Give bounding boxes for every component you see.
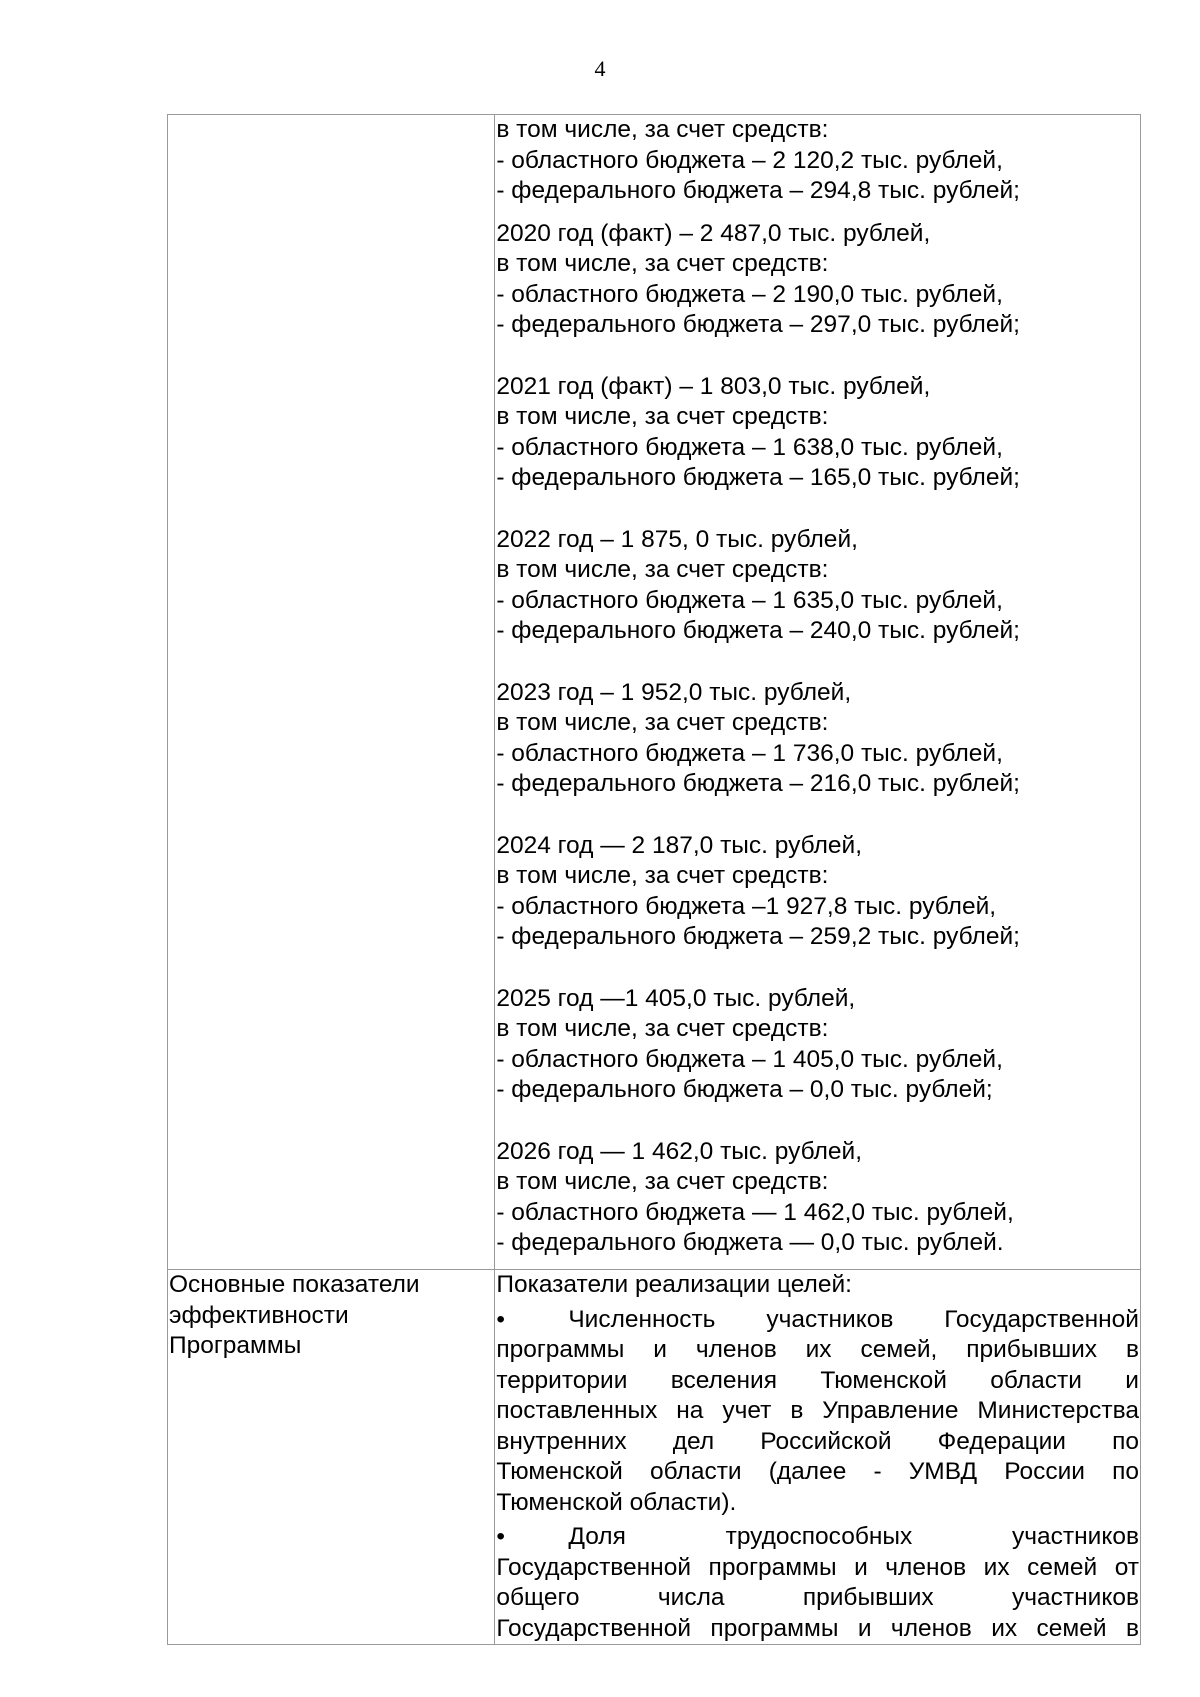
funding-year-2024-total: 2024 год — 2 187,0 тыс. рублей,: [496, 831, 862, 859]
indicator-2-line-3: общего числа прибывших участников: [496, 1584, 1139, 1611]
indicator-1-line-7: Тюменской области).: [496, 1488, 737, 1516]
funding-year-2026-regional: - областного бюджета — 1 462,0 тыс. рублей,: [496, 1198, 1014, 1226]
indicator-2-line-2: Государственной программы и членов их семей от: [496, 1553, 1139, 1581]
funding-row-label-cell: [168, 115, 495, 1270]
funding-year-2022-regional: - областного бюджета – 1 635,0 тыс. рублей,: [496, 586, 1003, 614]
indicator-1-line-5: внутренних дел Российской Федерации по: [496, 1427, 1139, 1455]
indicator-1-line-4: поставленных на учет в Управление Министерства: [496, 1397, 1139, 1424]
funding-incl-line: в том числе, за счет средств:: [496, 116, 829, 143]
indicators-label-line-2: эффективности: [169, 1301, 349, 1329]
indicators-label-line-1: Основные показатели: [169, 1271, 420, 1298]
funding-year-2023-regional: - областного бюджета – 1 736,0 тыс. рублей,: [496, 739, 1003, 767]
funding-year-2024-federal: - федерального бюджета – 259,2 тыс. рублей;: [496, 923, 1020, 950]
indicator-2-line-4: Государственной программы и членов их семей в: [496, 1614, 1139, 1642]
funding-year-2025-incl: в том числе, за счет средств:: [496, 1015, 829, 1042]
funding-year-2022-federal: - федерального бюджета – 240,0 тыс. рублей;: [496, 617, 1020, 644]
funding-details-cell: [495, 115, 1141, 1270]
funding-year-2022-total: 2022 год – 1 875, 0 тыс. рублей,: [496, 525, 858, 553]
funding-year-2023-total: 2023 год – 1 952,0 тыс. рублей,: [496, 678, 852, 706]
indicators-row: [168, 1270, 1141, 1645]
indicators-heading: Показатели реализации целей:: [496, 1271, 852, 1298]
funding-year-2024-incl: в том числе, за счет средств:: [496, 862, 829, 889]
indicator-1-text-1: Численность участников Государственной: [568, 1305, 1139, 1333]
indicator-2-line-1: [496, 1522, 1139, 1553]
funding-year-2021-total: 2021 год (факт) – 1 803,0 тыс. рублей,: [496, 372, 931, 400]
indicators-details-cell: [495, 1270, 1141, 1645]
funding-year-2026-incl: в том числе, за счет средств:: [496, 1168, 829, 1195]
funding-year-2021-incl: в том числе, за счет средств:: [496, 403, 829, 430]
funding-year-2023-incl: в том числе, за счет средств:: [496, 709, 829, 736]
funding-year-2026-total: 2026 год — 1 462,0 тыс. рублей,: [496, 1137, 862, 1165]
funding-year-2022-incl: в том числе, за счет средств:: [496, 556, 829, 583]
funding-row: [168, 115, 1141, 1270]
funding-year-2024-regional: - областного бюджета –1 927,8 тыс. рублей,: [496, 892, 997, 920]
indicators-label-line-3: Программы: [169, 1332, 302, 1359]
funding-year-2020-regional: - областного бюджета – 2 190,0 тыс. рублей,: [496, 280, 1003, 308]
bullet-icon: •: [496, 1305, 505, 1333]
funding-year-2025-federal: - федерального бюджета – 0,0 тыс. рублей;: [496, 1076, 993, 1103]
funding-year-2021-regional: - областного бюджета – 1 638,0 тыс. рублей,: [496, 433, 1003, 461]
funding-federal-line: - федерального бюджета – 294,8 тыс. рублей;: [496, 177, 1020, 204]
indicator-1-line-3: территории вселения Тюменской области и: [496, 1366, 1139, 1394]
indicators-label-cell: [168, 1270, 495, 1645]
program-passport-table: [167, 114, 1141, 1645]
indicator-1-line-6: Тюменской области (далее - УМВД России по: [496, 1458, 1139, 1485]
indicator-1-line-2: программы и членов их семей, прибывших в: [496, 1336, 1139, 1363]
indicator-1-line-1: [496, 1305, 1139, 1336]
funding-year-2026-federal: - федерального бюджета — 0,0 тыс. рублей.: [496, 1229, 1004, 1256]
funding-year-2025-regional: - областного бюджета – 1 405,0 тыс. рублей,: [496, 1045, 1003, 1073]
page-number: 4: [594, 56, 606, 81]
funding-year-2025-total: 2025 год —1 405,0 тыс. рублей,: [496, 984, 856, 1012]
bullet-icon: •: [496, 1523, 505, 1550]
funding-year-2021-federal: - федерального бюджета – 165,0 тыс. рублей;: [496, 464, 1020, 491]
funding-year-2023-federal: - федерального бюджета – 216,0 тыс. рублей;: [496, 770, 1020, 797]
funding-regional-line: - областного бюджета – 2 120,2 тыс. рублей,: [496, 146, 1003, 174]
funding-year-2020-total: 2020 год (факт) – 2 487,0 тыс. рублей,: [496, 219, 931, 247]
indicator-2-text-1: Доля трудоспособных участников: [568, 1523, 1139, 1550]
funding-year-2020-federal: - федерального бюджета – 297,0 тыс. рублей;: [496, 311, 1020, 338]
funding-year-2020-incl: в том числе, за счет средств:: [496, 250, 829, 277]
